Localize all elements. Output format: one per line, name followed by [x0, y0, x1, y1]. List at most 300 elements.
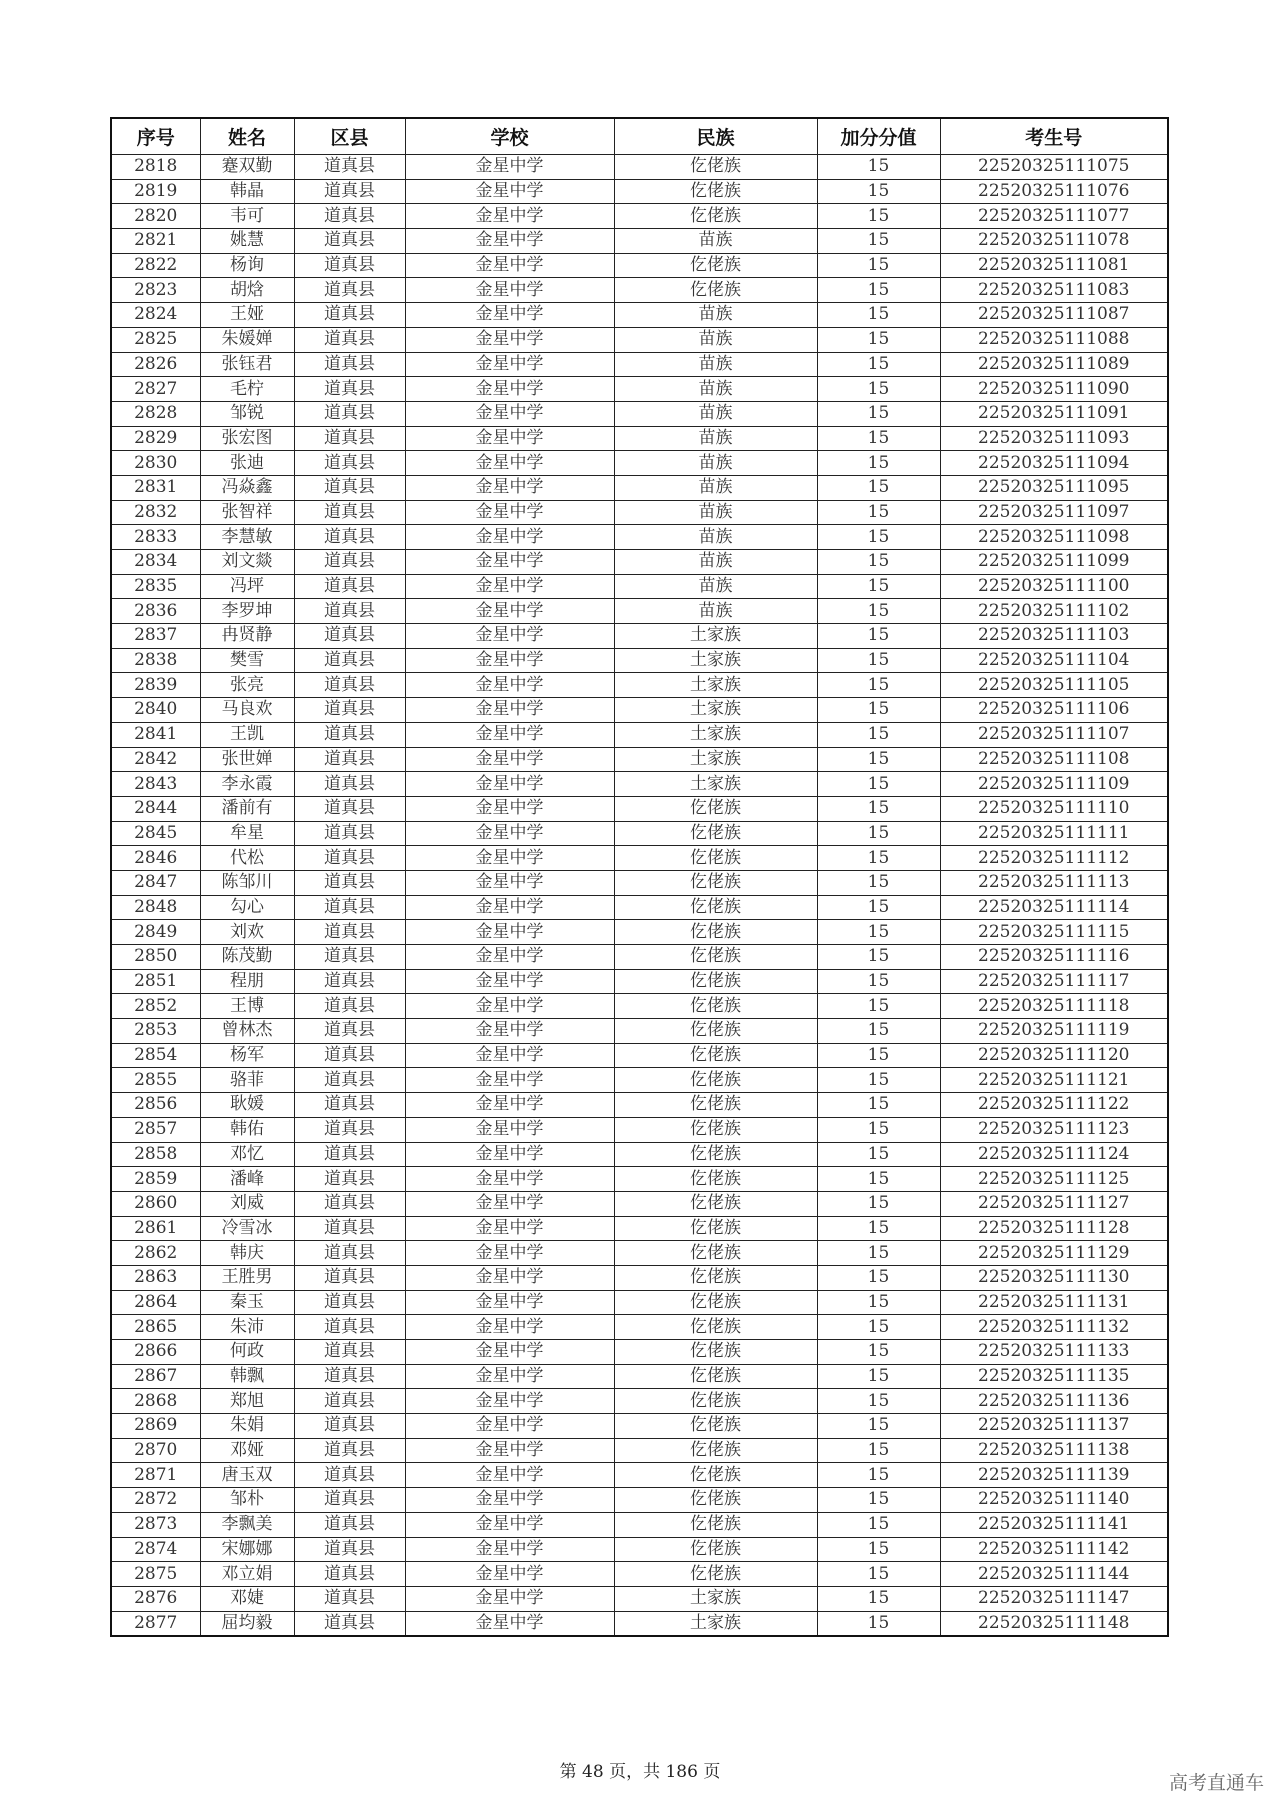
cell-school: 金星中学 [405, 599, 614, 624]
cell-name: 邓婕 [200, 1586, 294, 1611]
cell-county: 道真县 [294, 352, 405, 377]
cell-serial-number: 2833 [111, 525, 200, 550]
cell-name: 王凯 [200, 722, 294, 747]
cell-exam-id: 22520325111133 [940, 1340, 1168, 1365]
cell-bonus-points: 15 [817, 278, 940, 303]
table-row [111, 204, 1168, 229]
cell-serial-number: 2875 [111, 1562, 200, 1587]
cell-exam-id: 22520325111075 [940, 155, 1168, 180]
cell-school: 金星中学 [405, 352, 614, 377]
cell-name: 张智祥 [200, 500, 294, 525]
cell-county: 道真县 [294, 969, 405, 994]
cell-ethnicity: 苗族 [614, 451, 817, 476]
cell-bonus-points: 15 [817, 1315, 940, 1340]
cell-school: 金星中学 [405, 1315, 614, 1340]
cell-name: 邹朴 [200, 1488, 294, 1513]
cell-county: 道真县 [294, 1463, 405, 1488]
cell-ethnicity: 苗族 [614, 525, 817, 550]
cell-serial-number: 2852 [111, 994, 200, 1019]
cell-serial-number: 2820 [111, 204, 200, 229]
cell-bonus-points: 15 [817, 772, 940, 797]
cell-name: 姚慧 [200, 229, 294, 254]
cell-school: 金星中学 [405, 1512, 614, 1537]
column-header-school: 学校 [405, 118, 614, 155]
cell-exam-id: 22520325111128 [940, 1216, 1168, 1241]
cell-ethnicity: 苗族 [614, 327, 817, 352]
cell-name: 朱沛 [200, 1315, 294, 1340]
cell-bonus-points: 15 [817, 599, 940, 624]
cell-county: 道真县 [294, 327, 405, 352]
cell-exam-id: 22520325111142 [940, 1537, 1168, 1562]
cell-ethnicity: 仡佬族 [614, 1562, 817, 1587]
cell-school: 金星中学 [405, 895, 614, 920]
cell-bonus-points: 15 [817, 253, 940, 278]
cell-serial-number: 2827 [111, 377, 200, 402]
cell-serial-number: 2867 [111, 1364, 200, 1389]
table-row [111, 1241, 1168, 1266]
cell-exam-id: 22520325111076 [940, 179, 1168, 204]
cell-serial-number: 2858 [111, 1142, 200, 1167]
cell-county: 道真县 [294, 1389, 405, 1414]
cell-county: 道真县 [294, 1167, 405, 1192]
cell-school: 金星中学 [405, 846, 614, 871]
cell-serial-number: 2870 [111, 1438, 200, 1463]
cell-exam-id: 22520325111125 [940, 1167, 1168, 1192]
cell-exam-id: 22520325111119 [940, 1019, 1168, 1044]
cell-ethnicity: 仡佬族 [614, 920, 817, 945]
cell-serial-number: 2848 [111, 895, 200, 920]
table-row [111, 1364, 1168, 1389]
cell-name: 杨询 [200, 253, 294, 278]
cell-serial-number: 2824 [111, 303, 200, 328]
cell-school: 金星中学 [405, 327, 614, 352]
cell-county: 道真县 [294, 747, 405, 772]
cell-school: 金星中学 [405, 1068, 614, 1093]
table-row [111, 1389, 1168, 1414]
cell-bonus-points: 15 [817, 475, 940, 500]
table-row [111, 1562, 1168, 1587]
cell-exam-id: 22520325111102 [940, 599, 1168, 624]
table-row [111, 821, 1168, 846]
cell-exam-id: 22520325111117 [940, 969, 1168, 994]
cell-bonus-points: 15 [817, 1463, 940, 1488]
cell-exam-id: 22520325111083 [940, 278, 1168, 303]
cell-county: 道真县 [294, 574, 405, 599]
cell-ethnicity: 苗族 [614, 574, 817, 599]
cell-exam-id: 22520325111093 [940, 426, 1168, 451]
cell-ethnicity: 仡佬族 [614, 1142, 817, 1167]
cell-exam-id: 22520325111112 [940, 846, 1168, 871]
cell-ethnicity: 苗族 [614, 303, 817, 328]
cell-name: 王娅 [200, 303, 294, 328]
cell-bonus-points: 15 [817, 451, 940, 476]
cell-bonus-points: 15 [817, 624, 940, 649]
table-row [111, 1537, 1168, 1562]
cell-bonus-points: 15 [817, 303, 940, 328]
cell-school: 金星中学 [405, 772, 614, 797]
cell-bonus-points: 15 [817, 1216, 940, 1241]
cell-bonus-points: 15 [817, 1586, 940, 1611]
cell-exam-id: 22520325111097 [940, 500, 1168, 525]
cell-serial-number: 2854 [111, 1043, 200, 1068]
table-row [111, 1216, 1168, 1241]
cell-ethnicity: 土家族 [614, 1611, 817, 1636]
cell-serial-number: 2874 [111, 1537, 200, 1562]
cell-county: 道真县 [294, 1586, 405, 1611]
table-row [111, 624, 1168, 649]
cell-name: 朱娟 [200, 1414, 294, 1439]
cell-serial-number: 2876 [111, 1586, 200, 1611]
cell-school: 金星中学 [405, 722, 614, 747]
table-row [111, 994, 1168, 1019]
table-row [111, 969, 1168, 994]
cell-bonus-points: 15 [817, 352, 940, 377]
cell-serial-number: 2838 [111, 648, 200, 673]
table-row [111, 1019, 1168, 1044]
cell-name: 屈均毅 [200, 1611, 294, 1636]
cell-serial-number: 2835 [111, 574, 200, 599]
cell-exam-id: 22520325111111 [940, 821, 1168, 846]
cell-county: 道真县 [294, 303, 405, 328]
cell-bonus-points: 15 [817, 1537, 940, 1562]
cell-county: 道真县 [294, 1488, 405, 1513]
cell-exam-id: 22520325111078 [940, 229, 1168, 254]
cell-serial-number: 2849 [111, 920, 200, 945]
table-row [111, 1290, 1168, 1315]
cell-serial-number: 2839 [111, 673, 200, 698]
table-row [111, 352, 1168, 377]
table-row [111, 846, 1168, 871]
cell-bonus-points: 15 [817, 821, 940, 846]
cell-name: 张世婵 [200, 747, 294, 772]
cell-serial-number: 2859 [111, 1167, 200, 1192]
cell-bonus-points: 15 [817, 1068, 940, 1093]
table-row [111, 1488, 1168, 1513]
cell-name: 骆菲 [200, 1068, 294, 1093]
cell-school: 金星中学 [405, 1191, 614, 1216]
cell-exam-id: 22520325111116 [940, 945, 1168, 970]
cell-school: 金星中学 [405, 1043, 614, 1068]
cell-county: 道真县 [294, 722, 405, 747]
cell-county: 道真县 [294, 599, 405, 624]
cell-name: 张迪 [200, 451, 294, 476]
cell-bonus-points: 15 [817, 1438, 940, 1463]
cell-serial-number: 2850 [111, 945, 200, 970]
cell-ethnicity: 苗族 [614, 401, 817, 426]
cell-school: 金星中学 [405, 1216, 614, 1241]
cell-name: 郑旭 [200, 1389, 294, 1414]
cell-county: 道真县 [294, 1043, 405, 1068]
table-row [111, 303, 1168, 328]
cell-county: 道真县 [294, 895, 405, 920]
cell-bonus-points: 15 [817, 846, 940, 871]
cell-bonus-points: 15 [817, 895, 940, 920]
cell-school: 金星中学 [405, 920, 614, 945]
cell-school: 金星中学 [405, 1414, 614, 1439]
table-row [111, 920, 1168, 945]
cell-school: 金星中学 [405, 870, 614, 895]
cell-county: 道真县 [294, 1340, 405, 1365]
cell-ethnicity: 仡佬族 [614, 1414, 817, 1439]
cell-ethnicity: 仡佬族 [614, 1488, 817, 1513]
cell-ethnicity: 苗族 [614, 377, 817, 402]
cell-bonus-points: 15 [817, 1142, 940, 1167]
cell-name: 韩飘 [200, 1364, 294, 1389]
cell-county: 道真县 [294, 821, 405, 846]
cell-serial-number: 2832 [111, 500, 200, 525]
cell-serial-number: 2873 [111, 1512, 200, 1537]
table-row [111, 1611, 1168, 1636]
cell-serial-number: 2841 [111, 722, 200, 747]
cell-school: 金星中学 [405, 500, 614, 525]
cell-exam-id: 22520325111130 [940, 1265, 1168, 1290]
cell-serial-number: 2871 [111, 1463, 200, 1488]
bonus-points-table [110, 117, 1169, 1637]
table-row [111, 253, 1168, 278]
cell-exam-id: 22520325111121 [940, 1068, 1168, 1093]
cell-exam-id: 22520325111105 [940, 673, 1168, 698]
table-row [111, 278, 1168, 303]
cell-school: 金星中学 [405, 1611, 614, 1636]
cell-county: 道真县 [294, 1117, 405, 1142]
cell-school: 金星中学 [405, 1463, 614, 1488]
table-row [111, 1191, 1168, 1216]
cell-name: 程朋 [200, 969, 294, 994]
cell-ethnicity: 仡佬族 [614, 1093, 817, 1118]
cell-exam-id: 22520325111127 [940, 1191, 1168, 1216]
cell-ethnicity: 土家族 [614, 648, 817, 673]
cell-bonus-points: 15 [817, 673, 940, 698]
cell-ethnicity: 仡佬族 [614, 1389, 817, 1414]
column-header-exam-id: 考生号 [940, 118, 1168, 155]
table-row [111, 1117, 1168, 1142]
cell-exam-id: 22520325111113 [940, 870, 1168, 895]
cell-county: 道真县 [294, 994, 405, 1019]
cell-ethnicity: 仡佬族 [614, 1167, 817, 1192]
cell-bonus-points: 15 [817, 1364, 940, 1389]
cell-bonus-points: 15 [817, 1488, 940, 1513]
cell-bonus-points: 15 [817, 698, 940, 723]
cell-ethnicity: 仡佬族 [614, 945, 817, 970]
cell-name: 潘峰 [200, 1167, 294, 1192]
cell-school: 金星中学 [405, 698, 614, 723]
cell-ethnicity: 仡佬族 [614, 155, 817, 180]
cell-serial-number: 2836 [111, 599, 200, 624]
cell-bonus-points: 15 [817, 1340, 940, 1365]
cell-name: 李永霞 [200, 772, 294, 797]
cell-county: 道真县 [294, 1265, 405, 1290]
cell-bonus-points: 15 [817, 722, 940, 747]
cell-ethnicity: 仡佬族 [614, 870, 817, 895]
cell-ethnicity: 苗族 [614, 229, 817, 254]
cell-bonus-points: 15 [817, 1191, 940, 1216]
column-header-bonus-points: 加分分值 [817, 118, 940, 155]
cell-ethnicity: 仡佬族 [614, 1537, 817, 1562]
cell-name: 潘前有 [200, 796, 294, 821]
cell-school: 金星中学 [405, 1389, 614, 1414]
cell-school: 金星中学 [405, 1586, 614, 1611]
cell-county: 道真县 [294, 401, 405, 426]
cell-exam-id: 22520325111104 [940, 648, 1168, 673]
cell-bonus-points: 15 [817, 1611, 940, 1636]
column-header-ethnicity: 民族 [614, 118, 817, 155]
cell-school: 金星中学 [405, 648, 614, 673]
cell-ethnicity: 土家族 [614, 772, 817, 797]
cell-name: 王胜男 [200, 1265, 294, 1290]
cell-school: 金星中学 [405, 229, 614, 254]
cell-name: 李飘美 [200, 1512, 294, 1537]
cell-name: 朱媛婵 [200, 327, 294, 352]
cell-ethnicity: 苗族 [614, 500, 817, 525]
cell-name: 邓忆 [200, 1142, 294, 1167]
cell-school: 金星中学 [405, 574, 614, 599]
table-row [111, 1463, 1168, 1488]
cell-county: 道真县 [294, 1562, 405, 1587]
cell-name: 刘欢 [200, 920, 294, 945]
cell-serial-number: 2846 [111, 846, 200, 871]
cell-county: 道真县 [294, 525, 405, 550]
cell-bonus-points: 15 [817, 1265, 940, 1290]
cell-county: 道真县 [294, 1512, 405, 1537]
cell-ethnicity: 仡佬族 [614, 253, 817, 278]
cell-county: 道真县 [294, 673, 405, 698]
cell-exam-id: 22520325111103 [940, 624, 1168, 649]
cell-school: 金星中学 [405, 278, 614, 303]
cell-school: 金星中学 [405, 525, 614, 550]
cell-school: 金星中学 [405, 1537, 614, 1562]
cell-school: 金星中学 [405, 1340, 614, 1365]
cell-name: 冷雪冰 [200, 1216, 294, 1241]
cell-name: 胡焓 [200, 278, 294, 303]
cell-bonus-points: 15 [817, 648, 940, 673]
cell-exam-id: 22520325111138 [940, 1438, 1168, 1463]
cell-ethnicity: 苗族 [614, 475, 817, 500]
cell-exam-id: 22520325111139 [940, 1463, 1168, 1488]
cell-serial-number: 2834 [111, 550, 200, 575]
cell-ethnicity: 仡佬族 [614, 1216, 817, 1241]
cell-serial-number: 2845 [111, 821, 200, 846]
table-row [111, 426, 1168, 451]
table-row [111, 895, 1168, 920]
table-row [111, 377, 1168, 402]
cell-serial-number: 2857 [111, 1117, 200, 1142]
cell-school: 金星中学 [405, 303, 614, 328]
cell-ethnicity: 仡佬族 [614, 204, 817, 229]
cell-exam-id: 22520325111129 [940, 1241, 1168, 1266]
cell-ethnicity: 土家族 [614, 698, 817, 723]
watermark-text: 高考直通车 [1168, 1772, 1264, 1794]
cell-serial-number: 2831 [111, 475, 200, 500]
cell-name: 刘文燚 [200, 550, 294, 575]
cell-bonus-points: 15 [817, 1093, 940, 1118]
table-row [111, 772, 1168, 797]
cell-name: 陈茂勤 [200, 945, 294, 970]
cell-school: 金星中学 [405, 1167, 614, 1192]
cell-serial-number: 2826 [111, 352, 200, 377]
table-row [111, 451, 1168, 476]
cell-school: 金星中学 [405, 253, 614, 278]
cell-county: 道真县 [294, 426, 405, 451]
cell-county: 道真县 [294, 179, 405, 204]
cell-school: 金星中学 [405, 1488, 614, 1513]
cell-bonus-points: 15 [817, 969, 940, 994]
cell-serial-number: 2819 [111, 179, 200, 204]
cell-serial-number: 2863 [111, 1265, 200, 1290]
cell-name: 樊雪 [200, 648, 294, 673]
cell-bonus-points: 15 [817, 525, 940, 550]
cell-county: 道真县 [294, 204, 405, 229]
cell-name: 韩佑 [200, 1117, 294, 1142]
cell-county: 道真县 [294, 1019, 405, 1044]
cell-serial-number: 2847 [111, 870, 200, 895]
cell-ethnicity: 仡佬族 [614, 1463, 817, 1488]
cell-school: 金星中学 [405, 945, 614, 970]
cell-name: 马良欢 [200, 698, 294, 723]
cell-exam-id: 22520325111094 [940, 451, 1168, 476]
cell-exam-id: 22520325111095 [940, 475, 1168, 500]
table-row [111, 500, 1168, 525]
cell-name: 牟星 [200, 821, 294, 846]
cell-bonus-points: 15 [817, 994, 940, 1019]
cell-bonus-points: 15 [817, 1562, 940, 1587]
cell-serial-number: 2840 [111, 698, 200, 723]
cell-serial-number: 2825 [111, 327, 200, 352]
cell-school: 金星中学 [405, 624, 614, 649]
table-row [111, 673, 1168, 698]
cell-bonus-points: 15 [817, 945, 940, 970]
cell-serial-number: 2822 [111, 253, 200, 278]
table-row [111, 1167, 1168, 1192]
cell-county: 道真县 [294, 475, 405, 500]
cell-serial-number: 2856 [111, 1093, 200, 1118]
cell-serial-number: 2855 [111, 1068, 200, 1093]
cell-serial-number: 2818 [111, 155, 200, 180]
cell-bonus-points: 15 [817, 327, 940, 352]
cell-exam-id: 22520325111122 [940, 1093, 1168, 1118]
cell-serial-number: 2851 [111, 969, 200, 994]
table-row [111, 229, 1168, 254]
cell-exam-id: 22520325111118 [940, 994, 1168, 1019]
cell-name: 杨军 [200, 1043, 294, 1068]
cell-county: 道真县 [294, 1241, 405, 1266]
cell-school: 金星中学 [405, 969, 614, 994]
cell-serial-number: 2828 [111, 401, 200, 426]
cell-name: 耿媛 [200, 1093, 294, 1118]
cell-county: 道真县 [294, 229, 405, 254]
page-number: 第 48 页，共 186 页 [559, 1762, 721, 1782]
cell-ethnicity: 仡佬族 [614, 1191, 817, 1216]
cell-bonus-points: 15 [817, 155, 940, 180]
cell-exam-id: 22520325111115 [940, 920, 1168, 945]
cell-name: 邓立娟 [200, 1562, 294, 1587]
cell-county: 道真县 [294, 1611, 405, 1636]
cell-name: 毛柠 [200, 377, 294, 402]
cell-exam-id: 22520325111108 [940, 747, 1168, 772]
cell-school: 金星中学 [405, 1265, 614, 1290]
cell-county: 道真县 [294, 1191, 405, 1216]
cell-ethnicity: 土家族 [614, 722, 817, 747]
cell-name: 曾林杰 [200, 1019, 294, 1044]
cell-school: 金星中学 [405, 155, 614, 180]
cell-county: 道真县 [294, 945, 405, 970]
table-row [111, 1340, 1168, 1365]
cell-ethnicity: 仡佬族 [614, 821, 817, 846]
table-row [111, 574, 1168, 599]
cell-name: 邓娅 [200, 1438, 294, 1463]
table-row [111, 1142, 1168, 1167]
cell-bonus-points: 15 [817, 179, 940, 204]
cell-bonus-points: 15 [817, 550, 940, 575]
